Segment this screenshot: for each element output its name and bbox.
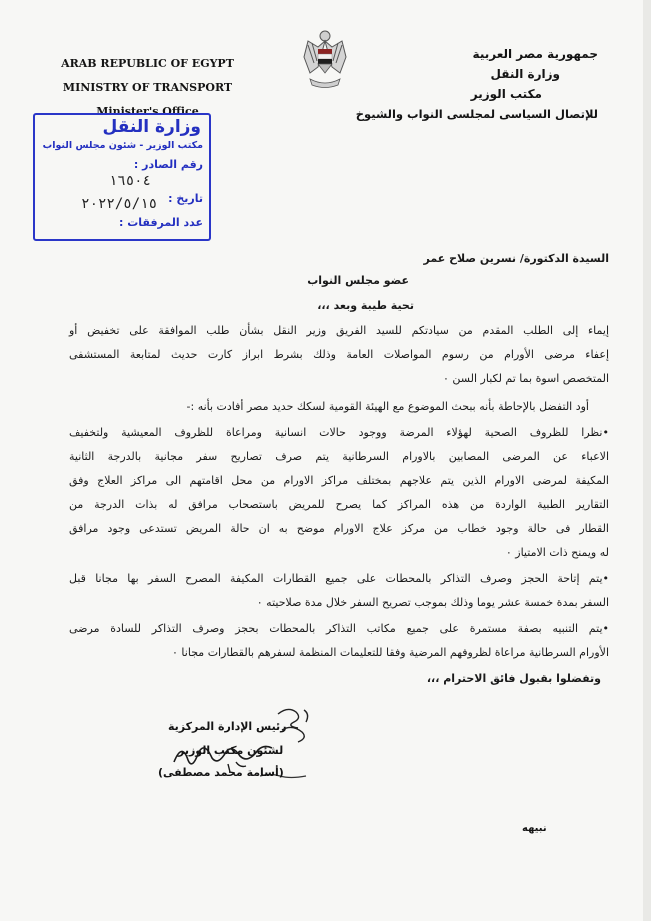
letterhead-ministry-ar: وزارة النقل xyxy=(490,67,560,81)
bullet1-line: القطار فى حالة وجود خطاب من مركز علاج الاورام موضح به ان حالة المريض تستدعى وجود مرافق xyxy=(69,522,609,535)
outgoing-reference-stamp xyxy=(33,113,211,241)
para2-intro: أود التفضل بالإحاطة بأنه ببحث الموضوع مع الهيئة القومية لسكك حديد مصر أفادت بأنه :- xyxy=(186,400,589,413)
stamp-date-label: تاريخ : xyxy=(168,192,203,205)
bullet3-line: •يتم التنبيه بصفة مستمرة على جميع مكاتب التذاكر بالمحطات بحجز وصرف التذاكر للسادة مرضى xyxy=(69,622,609,635)
stamp-date-value: ٢٠٢٢/٥/١٥ xyxy=(81,196,157,212)
page-edge-shadow xyxy=(643,0,651,921)
stamp-ref-label: رقم الصادر : xyxy=(133,158,203,171)
bullet1-line: له ويمنح ذات الامتياز ٠ xyxy=(505,546,609,559)
letterhead-ministry-en: MINISTRY OF TRANSPORT xyxy=(62,81,233,94)
signatory-title-2: لشئون مكتب الوزير xyxy=(178,744,284,757)
cc-note: نبيهه xyxy=(522,823,547,834)
bullet1-line: الاعباء عن المرضى المصابين بالاورام السرطانية يتم صرف تصاريح سفر مجانية بالدرجة الثانية xyxy=(69,450,609,463)
signatory-title-1: رئيس الإدارة المركزية xyxy=(168,720,287,733)
greeting: تحية طيبة وبعد ،،، xyxy=(317,299,414,312)
para1-line: المتخصص اسوة بما تم لكبار السن ٠ xyxy=(443,372,609,385)
recipient-name: السيدة الدكتورة/ نسرين صلاح عمر xyxy=(423,252,609,265)
para1-line: إيماء إلى الطلب المقدم من سيادتكم للسيد الفريق وزير النقل بشأن طلب الموافقة على تخفيض أو xyxy=(69,324,609,337)
eagle-emblem-icon xyxy=(300,27,350,93)
letterhead-country-en: ARAB REPUBLIC OF EGYPT xyxy=(61,57,234,70)
stamp-ref-number: ١٦٥٠٤ xyxy=(108,173,151,189)
bullet3-line: الأورام السرطانية مراعاة لظروفهم المرضية وفقا للتعليمات المنظمة لسفرهم بالقطارات مجانا ٠ xyxy=(172,646,609,659)
bullet1-line: التقارير الطبية الواردة من هذه المراكز كما يصرح للمريض باستصحاب مرافق له بذات الدرجة من xyxy=(69,498,609,511)
letterhead-office-ar: مكتب الوزير xyxy=(470,87,542,101)
stamp-ministry-name: وزارة النقل xyxy=(102,117,201,137)
bullet1-line: •نظرا للظروف الصحية لهؤلاء المرضة ووجود حالات انسانية ومراعاة للظروف المعيشية ولتخفيف xyxy=(69,426,609,439)
stamp-office-name: مكتب الوزير - شئون مجلس النواب xyxy=(42,140,203,151)
bullet2-line: السفر بمدة خمسة عشر يوما وذلك بموجب تصريح السفر خلال مدة صلاحيته ٠ xyxy=(256,596,609,609)
letterhead-department-ar: للإتصال السياسى لمجلسى النواب والشيوخ xyxy=(355,107,598,121)
signatory-name: (أسامة محمد مصطفى) xyxy=(158,766,284,779)
bullet2-line: •يتم إتاحة الحجز وصرف التذاكر بالمحطات على جميع القطارات المكيفة المصرح السفر بها مجانا قبل xyxy=(69,572,609,585)
letterhead-office-en: Minister's Office xyxy=(96,105,199,118)
recipient-title: عضو مجلس النواب xyxy=(307,274,409,287)
para1-line: إعفاء مرضى الأورام من رسوم المواصلات العامة وذلك بشرط ابراز كارت حديث لمتابعة المستشفى xyxy=(69,348,609,361)
letterhead-country-ar: جمهورية مصر العربية xyxy=(472,47,598,61)
bullet1-line: المكيفة لمرضى الاورام الذين يتم علاجهم بمختلف مراكز الاورام من محل اقامتهم الى مراكز العلاج وفق xyxy=(69,474,609,487)
stamp-attachments-label: عدد المرفقات : xyxy=(119,216,203,229)
closing-line: وتفضلوا بقبول فائق الاحترام ،،، xyxy=(426,672,601,685)
arabic-letterhead xyxy=(355,44,598,124)
